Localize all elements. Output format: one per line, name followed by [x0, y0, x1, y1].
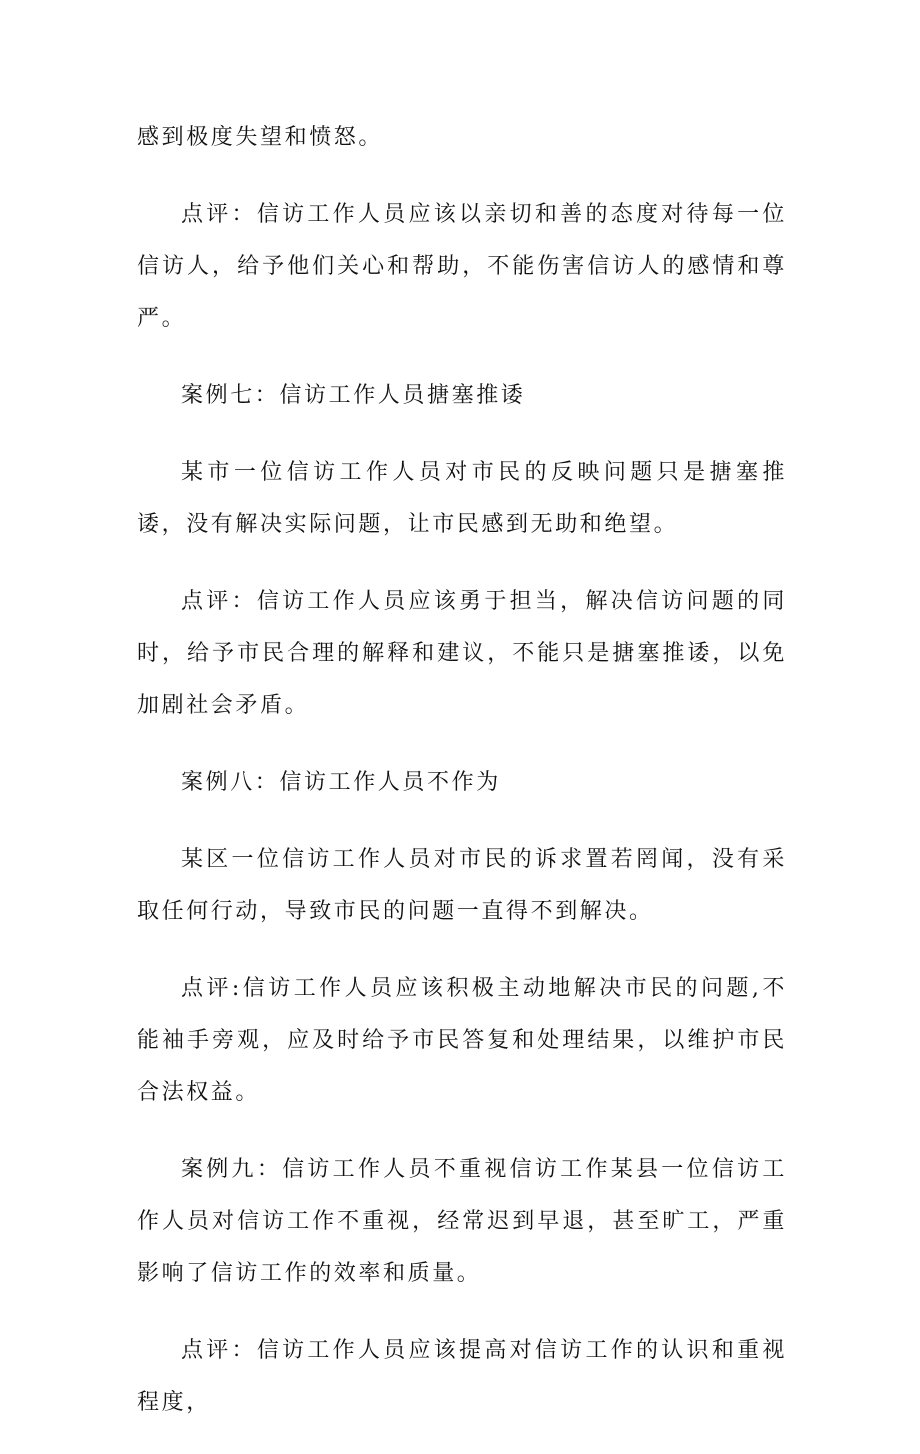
- paragraph-comment-6: 点评：信访工作人员应该以亲切和善的态度对待每一位信访人，给予他们关心和帮助，不能伤害信访人的感情和尊严。: [137, 202, 787, 331]
- case-9-heading-and-description: 案例九：信访工作人员不重视信访工作某县一位信访工作人员对信访工作不重视，经常迟到早退，甚至旷工，严重影响了信访工作的效率和质量。: [137, 1157, 787, 1286]
- case-8-description: 某区一位信访工作人员对市民的诉求置若罔闻，没有采取任何行动，导致市民的问题一直得不到解决。: [137, 847, 787, 924]
- paragraph-continuation: 感到极度失望和愤怒。: [137, 125, 384, 150]
- paragraph-comment-8: 点评:信访工作人员应该积极主动地解决市民的问题,不能袖手旁观，应及时给予市民答复和处理结果，以维护市民合法权益。: [137, 976, 787, 1105]
- paragraph-comment-7: 点评：信访工作人员应该勇于担当，解决信访问题的同时，给予市民合理的解释和建议，不能只是搪塞推诿，以免加剧社会矛盾。: [137, 589, 787, 718]
- paragraph-comment-9: 点评：信访工作人员应该提高对信访工作的认识和重视程度，: [137, 1338, 787, 1415]
- case-7-description: 某市一位信访工作人员对市民的反映问题只是搪塞推诿，没有解决实际问题，让市民感到无助和绝望。: [137, 460, 787, 537]
- document-body: [137, 112, 787, 1454]
- case-7-heading: 案例七：信访工作人员搪塞推诿: [181, 383, 526, 408]
- case-8-heading: 案例八：信访工作人员不作为: [181, 770, 501, 795]
